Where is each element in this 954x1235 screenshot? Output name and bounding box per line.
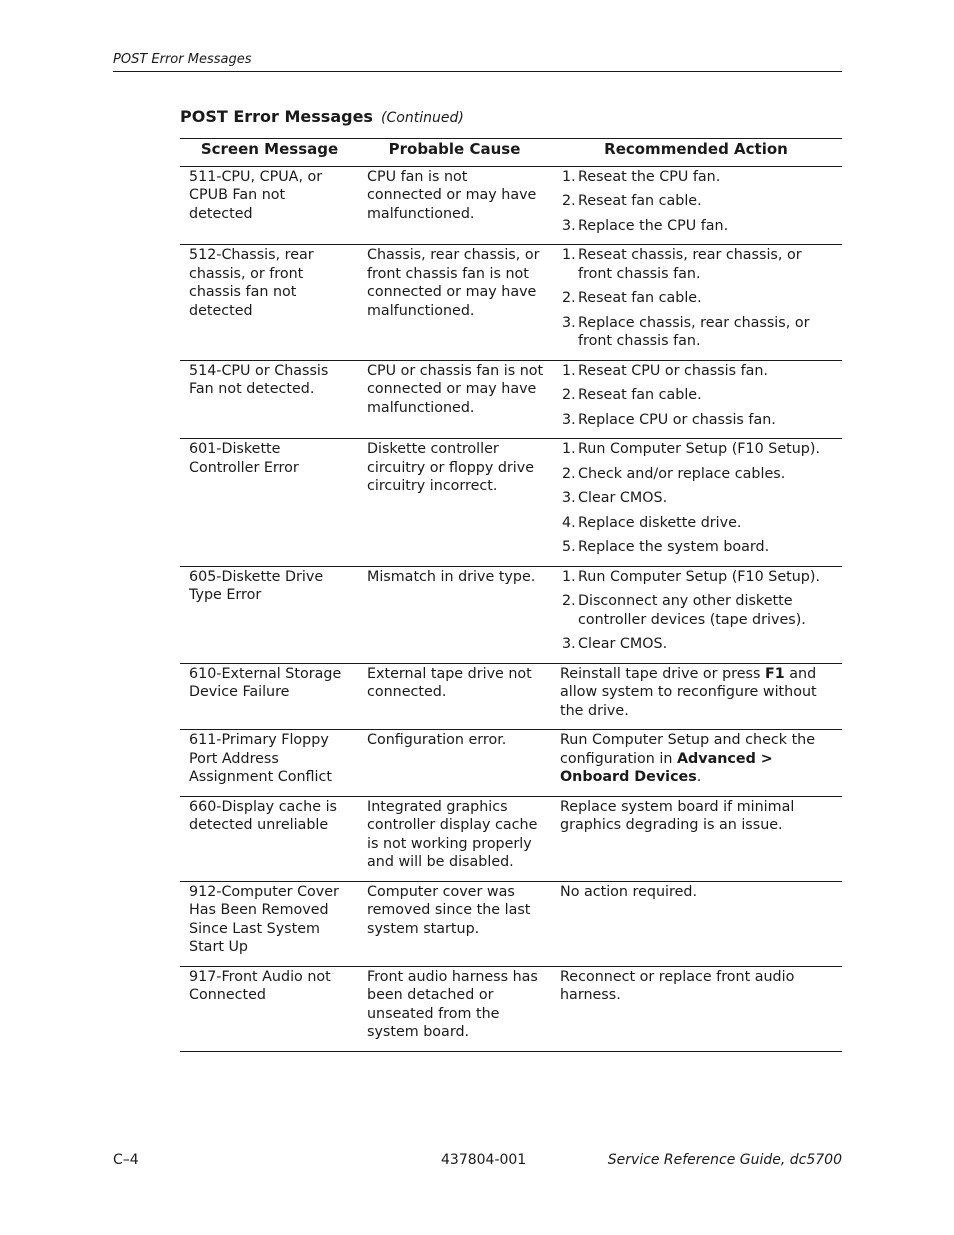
step-number: 3.: [562, 314, 576, 331]
action-steps-list: [560, 440, 836, 557]
recommended-action-cell: [550, 360, 842, 439]
footer-guide-title: Service Reference Guide, dc5700: [607, 1152, 842, 1168]
recommended-action-cell: [550, 439, 842, 567]
table-row: [180, 966, 842, 1051]
action-step: [560, 592, 836, 629]
screen-message-cell: 912-Computer Cover Has Been Removed Since Last System Start Up: [180, 881, 359, 966]
step-text: Reseat fan cable.: [578, 193, 702, 209]
action-step: [560, 568, 836, 587]
action-steps-list: [560, 168, 836, 236]
probable-cause-cell: Mismatch in drive type.: [359, 566, 550, 663]
table-title-suffix: (Continued): [381, 110, 464, 126]
column-header-screen-message: Screen Message: [180, 139, 359, 167]
screen-message-cell: 610-External Storage Device Failure: [180, 663, 359, 730]
step-number: 2.: [562, 290, 576, 306]
recommended-action-cell: [550, 566, 842, 663]
step-number: 1.: [562, 441, 576, 457]
action-step: [560, 217, 836, 236]
step-number: 2.: [562, 465, 576, 482]
action-steps-list: [560, 362, 836, 430]
screen-message-cell: 660-Display cache is detected unreliable: [180, 796, 359, 881]
action-step: [560, 514, 836, 533]
step-text: Run Computer Setup (F10 Setup).: [578, 568, 821, 585]
screen-message-cell: 512-Chassis, rear chassis, or front chassis fan not detected: [180, 245, 359, 361]
action-step: [560, 314, 836, 351]
recommended-action-cell: [550, 166, 842, 245]
recommended-action-cell: [550, 730, 842, 797]
step-text: Reseat the CPU fan.: [578, 168, 721, 185]
step-number: 2.: [562, 593, 576, 609]
action-text: and allow system to reconfigure without the drive.: [560, 665, 817, 719]
recommended-action-cell: [550, 663, 842, 730]
screen-message-cell: 917-Front Audio not Connected: [180, 966, 359, 1051]
action-step: [560, 411, 836, 430]
step-number: 5.: [562, 539, 576, 555]
action-step: [560, 489, 836, 508]
recommended-action-cell: No action required.: [550, 881, 842, 966]
running-header: POST Error Messages: [113, 52, 252, 67]
table-row: [180, 166, 842, 245]
table-title-main: POST Error Messages: [180, 107, 373, 126]
table-row: [180, 566, 842, 663]
screen-message-cell: 511-CPU, CPUA, or CPUB Fan not detected: [180, 166, 359, 245]
step-number: 3.: [562, 411, 576, 428]
action-step: [560, 538, 836, 557]
step-text: Replace CPU or chassis fan.: [578, 411, 776, 428]
step-number: 2.: [562, 193, 576, 209]
step-text: Check and/or replace cables.: [578, 465, 786, 482]
step-text: Reseat chassis, rear chassis, or front chassis fan.: [578, 247, 802, 282]
step-number: 2.: [562, 387, 576, 403]
step-number: 1.: [562, 568, 576, 585]
step-text: Disconnect any other diskette controller devices (tape drives).: [578, 593, 806, 628]
step-text: Clear CMOS.: [578, 490, 668, 506]
action-step: [560, 168, 836, 187]
table-row: [180, 663, 842, 730]
step-number: 3.: [562, 217, 576, 234]
step-number: 3.: [562, 490, 576, 506]
table-row: [180, 796, 842, 881]
probable-cause-cell: Diskette controller circuitry or floppy drive circuitry incorrect.: [359, 439, 550, 567]
table-header-row: [180, 139, 842, 167]
action-step: [560, 386, 836, 405]
step-text: Run Computer Setup (F10 Setup).: [578, 441, 821, 457]
step-number: 4.: [562, 514, 576, 531]
step-text: Clear CMOS.: [578, 636, 668, 652]
action-keyword: F1: [764, 665, 785, 682]
table-row: [180, 245, 842, 361]
footer-page-number: C–4: [113, 1152, 139, 1168]
table-row: [180, 439, 842, 567]
table-row: [180, 360, 842, 439]
recommended-action-cell: [550, 245, 842, 361]
probable-cause-cell: Computer cover was removed since the last system startup.: [359, 881, 550, 966]
probable-cause-cell: CPU fan is not connected or may have malfunctioned.: [359, 166, 550, 245]
action-step: [560, 440, 836, 459]
table-row: [180, 881, 842, 966]
step-number: 1.: [562, 247, 576, 263]
column-header-probable-cause: Probable Cause: [359, 139, 550, 167]
action-steps-list: [560, 568, 836, 654]
action-step: [560, 635, 836, 654]
recommended-action-cell: Replace system board if minimal graphics degrading is an issue.: [550, 796, 842, 881]
action-step: [560, 465, 836, 484]
action-text: Reinstall tape drive or press: [560, 665, 765, 682]
header-rule: [113, 71, 842, 72]
step-number: 3.: [562, 636, 576, 652]
action-step: [560, 246, 836, 283]
step-text: Reseat fan cable.: [578, 290, 702, 306]
action-text: Run Computer Setup and check the configuration in: [560, 732, 816, 767]
screen-message-cell: 514-CPU or Chassis Fan not detected.: [180, 360, 359, 439]
table-body: [180, 166, 842, 1051]
action-text: .: [696, 769, 702, 785]
probable-cause-cell: External tape drive not connected.: [359, 663, 550, 730]
screen-message-cell: 601-Diskette Controller Error: [180, 439, 359, 567]
step-text: Replace chassis, rear chassis, or front chassis fan.: [578, 314, 810, 349]
step-text: Replace the system board.: [578, 539, 770, 555]
step-text: Replace the CPU fan.: [578, 217, 729, 234]
screen-message-cell: 611-Primary Floppy Port Address Assignment Conflict: [180, 730, 359, 797]
table-row: [180, 730, 842, 797]
step-text: Replace diskette drive.: [578, 514, 742, 531]
step-text: Reseat fan cable.: [578, 387, 702, 403]
step-number: 1.: [562, 168, 576, 185]
step-number: 1.: [562, 362, 576, 379]
probable-cause-cell: Front audio harness has been detached or unseated from the system board.: [359, 966, 550, 1051]
footer-doc-number: 437804-001: [441, 1152, 527, 1168]
action-step: [560, 289, 836, 308]
probable-cause-cell: Integrated graphics controller display cache is not working properly and will be disabled.: [359, 796, 550, 881]
action-keyword: Advanced > Onboard Devices: [560, 750, 773, 785]
column-header-recommended-action: Recommended Action: [550, 139, 842, 167]
probable-cause-cell: Configuration error.: [359, 730, 550, 797]
action-steps-list: [560, 246, 836, 351]
action-step: [560, 192, 836, 211]
probable-cause-cell: CPU or chassis fan is not connected or may have malfunctioned.: [359, 360, 550, 439]
screen-message-cell: 605-Diskette Drive Type Error: [180, 566, 359, 663]
step-text: Reseat CPU or chassis fan.: [578, 362, 768, 379]
post-error-table: [180, 138, 842, 1052]
probable-cause-cell: Chassis, rear chassis, or front chassis fan is not connected or may have malfunctioned.: [359, 245, 550, 361]
action-step: [560, 362, 836, 381]
recommended-action-cell: Reconnect or replace front audio harness.: [550, 966, 842, 1051]
table-title: [180, 107, 464, 126]
